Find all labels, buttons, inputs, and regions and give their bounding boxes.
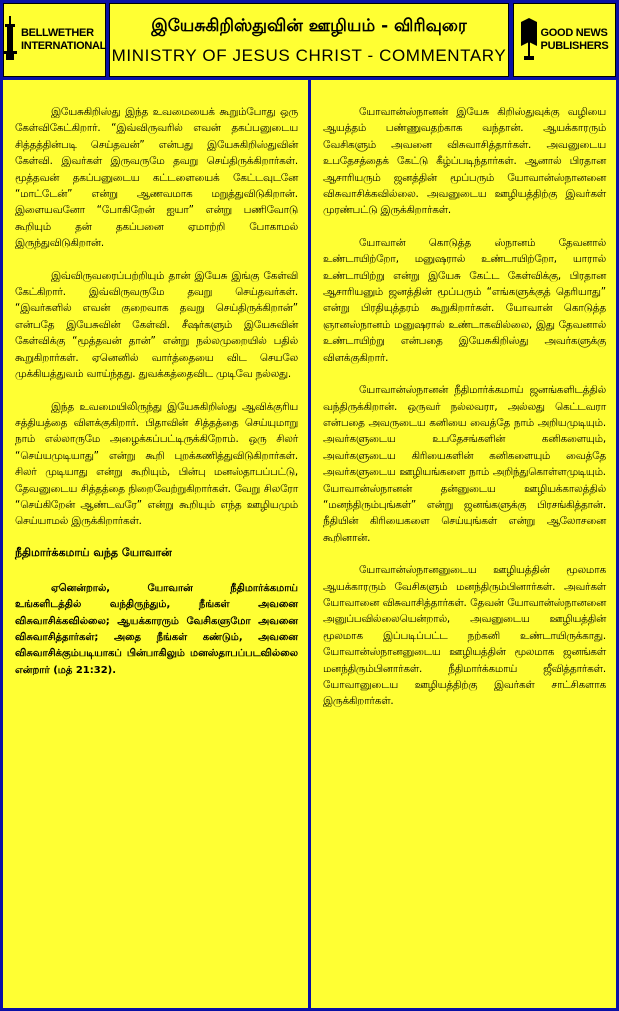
logo-left-line-1: BELLWETHER: [20, 27, 94, 39]
right-paragraph-2: யோவான் கொடுத்த ஸ்நானம் தேவனால் உண்டாயிற்றோ, மனுஷரால் உண்டாயிற்றோ, யாரால் உண்டாயிற்று என்று இயேசு கேட்ட கேள்விக்கு, பிரதான ஆசாரியனும் ஜனத்தின் மூப்பரும் “எங்களுக்குத் தெரியாது” என்று பிரதியுத்தரம் கூறுகிறார்கள். யோவான் கொடுத்த ஞானஸ்நானம் மனுஷரால் உண்டாகவில்லை, இது தேவனால் உண்டாயிற்று என்பதை இயேசுகிறிஸ்து அவர்களுக்கு விளக்குகிறார்.: [323, 236, 606, 364]
title-banner: [109, 3, 509, 77]
title-tamil: இயேசுகிறிஸ்துவின் ஊழியம் - விரிவுரை: [151, 16, 467, 36]
left-column: [3, 80, 308, 1008]
title-english: MINISTRY OF JESUS CHRIST - COMMENTARY: [111, 46, 507, 65]
bellwether-logo-text: [21, 27, 106, 53]
right-paragraph-4: யோவான்ஸ்நானனுடைய ஊழியத்தின் மூலமாக ஆயக்காரரும் வேசிகளும் மனந்திரும்பினார்கள். அவர்கள் யோவானை விசுவாசித்தார்கள். தேவன் யோவான்ஸ்நானனை அனுப்பவில்லையென்றால், அவனுடைய ஊழியத்தின் மூலமாக இப்படிப்பட்ட நற்கனி உண்டாயிருக்காது. யோவான்ஸ்நானனுடைய ஊழியத்தின் மூலமாக ஜனங்கள் மனந்திரும்பினார்கள். நீதிமார்க்கமாய் ஜீவித்தார்கள். யோவானுடைய ஊழியத்திற்கு இவர்கள் சாட்சிகளாக இருக்கிறார்கள்.: [323, 564, 606, 708]
left-paragraph-1: இயேசுகிறிஸ்து இந்த உவமையைக் கூறும்போது ஒரு கேள்விகேட்கிறார். “இவ்விருவரில் எவன் தகப்பனுடைய சித்தத்தின்படி செய்தவன்” என்பது இயேசுகிறிஸ்துவின் கேள்வி. இவர்கள் இருவருமே தவறு செய்திருக்கிறார்கள். மூத்தவன் தகப்பனுடைய கட்டளையைக் கேட்டவுடனே “மாட்டேன்” என்று ஆணவமாக மறுத்துவிடுகிறான். இளையவனோ “போகிறேன் ஐயா” என்று பணிவோடு கூறியும் தன் தகப்பனை ஏமாற்றி போகாமல் இருந்துவிடுகிறான்.: [15, 106, 298, 250]
right-paragraph-3: யோவான்ஸ்நானன் நீதிமார்க்கமாய் ஜனங்களிடத்தில் வந்திருக்கிறான். ஒருவர் நல்லவரா, அல்லது கெட்டவரா என்பதை அவருடைய கனியை வைத்தே நாம் அறியமுடியும். அவர்களுடைய உபதேசங்களின் கனிகளையும், அவர்களுடைய கிரியைகளின் கனிகளையும் வைத்தே அவர்களுடைய ஊழியங்களை நாம் அறிந்துகொள்ளமுடியும். யோவான்ஸ்நானன் தன்னுடைய ஊழியக்காலத்தில் “மனந்திரும்புங்கள்” என்று ஜனங்களுக்கு பிரசங்கித்தான். நீதியின் கிரியைகளை செய்யுங்கள் என்று ஆலோசனை கூறினான்.: [323, 384, 606, 544]
bellwether-logo: [3, 3, 106, 77]
logo-left-line-2: INTERNATIONAL: [20, 40, 107, 52]
logo-right-line-1: GOOD NEWS: [540, 27, 608, 39]
bellwether-icon: [3, 16, 17, 64]
open-book-icon: [521, 16, 537, 64]
right-column: [311, 80, 616, 1008]
left-paragraph-3: இந்த உவமையிலிருந்து இயேசுகிறிஸ்து ஆவிக்குரிய சத்தியத்தை விளக்குகிறார். பிதாவின் சித்தத்தை செய்யுமாறு நாம் எல்லாருமே அழைக்கப்பட்டிருக்கிறோம். ஒரு சிலர் “செய்யமுடியாது” என்று கூறி புறக்கணித்துவிடுகிறார்கள். சிலர் முடியாது என்று கூறியும், பின்பு மனஸ்தாபப்பட்டு, தேவனுடைய சித்தத்தை நிறைவேற்றுகிறார்கள். வேறு சிலரோ “செய்கிறேன் ஆண்டவரே” என்று கூறியும் எந்த ஊழியமும் செய்யாமல் இருக்கிறார்கள்.: [15, 400, 298, 528]
section-heading: நீதிமார்க்கமாய் வந்த யோவான்: [15, 545, 172, 559]
scripture-quote: ஏனென்றால், யோவான் நீதிமார்க்கமாய் உங்களிடத்தில் வந்திருந்தும், நீங்கள் அவனை விசுவாசிக்கவில்லை; ஆயக்காரரும் வேசிகளுமோ அவனை விசுவாசித்தார்கள்; அதை நீங்கள் கண்டும், அவனை விசுவாசிக்கும்படியாகப் பின்பாகிலும் மனஸ்தாபப்படவில்லை என்றார் (மத் 21:32).: [15, 582, 298, 676]
logo-right-line-2: PUBLISHERS: [540, 40, 609, 52]
good-news-logo: [513, 3, 616, 77]
left-paragraph-2: இவ்விருவரைப்பற்றியும் தான் இயேசு இங்கு கேள்வி கேட்கிறார். இவ்விருவருமே தவறு செய்தவர்கள். “இவர்களில் எவன் குறைவாக தவறு செய்திருக்கிறான்” என்பதே இயேசுவின் கேள்வி. சீஷர்களும் இயேசுவின் கேள்விக்கு “மூத்தவன் தான்” என்று நல்லமுறையில் பதில் கூறுகிறார்கள். ஏனெனில் வார்த்தையை விட செயலே முக்கியத்துவம் வாய்ந்தது. துவக்கத்தைவிட முடிவே நல்லது.: [15, 269, 298, 381]
good-news-logo-text: [541, 27, 609, 53]
right-paragraph-1: யோவான்ஸ்நானன் இயேசு கிறிஸ்துவுக்கு வழியை ஆயத்தம் பண்ணுவதற்காக வந்தான். ஆயக்காரரும் வேசிகளும் அவனை விசுவாசித்தார்கள். அவனுடைய உபதேசத்தைக் கேட்டு கீழ்ப்படிந்தார்கள். ஆனால் பிரதான ஆசாரியரும் ஜனத்தின் மூப்பரும் யோவான்ஸ்நானனை விசுவாசிக்கவில்லை. அவனுடைய ஊழியத்திற்கு இவர்கள் முரண்பட்டு இருக்கிறார்கள்.: [323, 106, 606, 217]
